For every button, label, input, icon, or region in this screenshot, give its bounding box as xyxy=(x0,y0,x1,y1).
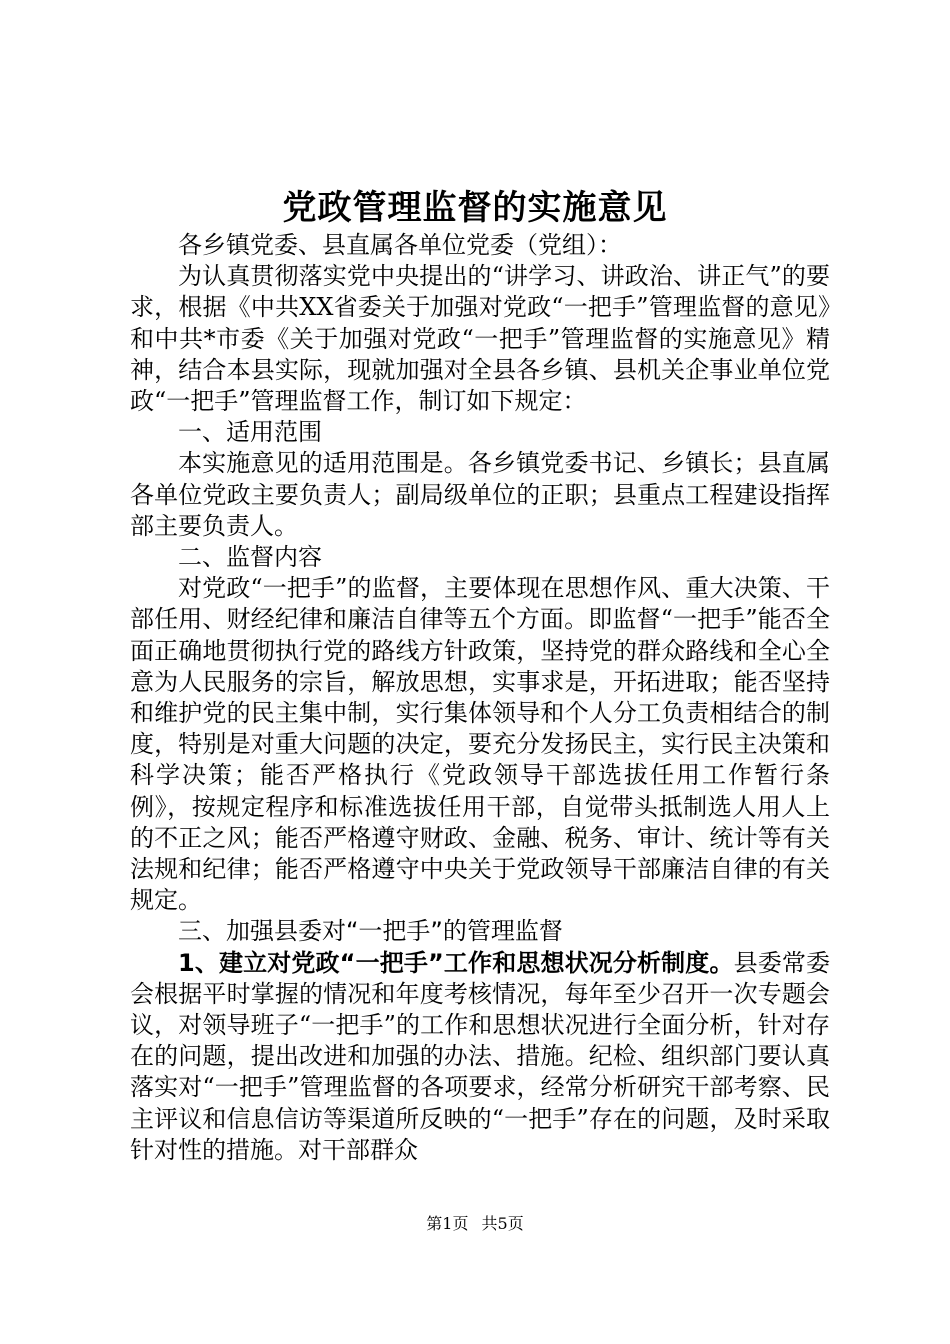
section3-item1-lead: 1、建立对党政“一把手”工作和思想状况分析制度。 xyxy=(178,948,734,977)
section1-heading: 一、适用范围 xyxy=(178,418,322,447)
section1-paragraph: 本实施意见的适用范围是。各乡镇党委书记、乡镇长；县直属各单位党政主要负责人；副局级单位的正职；县重点工程建设指挥部主要负责人。 xyxy=(130,449,830,540)
page-number: 第1页 xyxy=(426,1214,469,1233)
section2-paragraph: 对党政“一把手”的监督，主要体现在思想作风、重大决策、干部任用、财经纪律和廉洁自律等五个方面。即监督“一把手”能否全面正确地贯彻执行党的路线方针政策，坚持党的群众路线和全心全意为人民服务的宗旨，解放思想，实事求是，开拓进取；能否坚持和维护党的民主集中制，实行集体领导和个人分工负责相结合的制度，特别是对重大问题的决定，要充分发扬民主，实行民主决策和科学决策；能否严格执行《党政领导干部选拔任用工作暂行条例》，按规定程序和标准选拔任用干部，自觉带头抵制选人用人上的不正之风；能否严格遵守财政、金融、税务、审计、统计等有关法规和纪律；能否严格遵守中央关于党政领导干部廉洁自律的有关规定。 xyxy=(130,574,830,915)
section3-item1-body: 县委常委会根据平时掌握的情况和年度考核情况，每年至少召开一次专题会议，对领导班子“一把手”的工作和思想状况进行全面分析，针对存在的问题，提出改进和加强的办法、措施。纪检、组织部门要认真落实对“一把手”管理监督的各项要求，经常分析研究干部考察、民主评议和信息信访等渠道所反映的“一把手”存在的问题，及时采取针对性的措施。对干部群众 xyxy=(130,948,830,1164)
section3-item1-paragraph xyxy=(130,948,830,1166)
document-title: 党政管理监督的实施意见 xyxy=(282,188,668,228)
section2-heading: 二、监督内容 xyxy=(178,543,322,572)
page-footer xyxy=(0,1213,950,1235)
page-total: 共5页 xyxy=(481,1214,524,1233)
document-body xyxy=(130,230,830,1166)
salutation: 各乡镇党委、县直属各单位党委（党组）： xyxy=(178,231,622,259)
intro-paragraph: 为认真贯彻落实党中央提出的“讲学习、讲政治、讲正气”的要求，根据《中共XX省委关于加强对党政“一把手”管理监督的意见》和中共*市委《关于加强对党政“一把手”管理监督的实施意见》精神，结合本县实际，现就加强对全县各乡镇、县机关企事业单位党政“一把手”管理监督工作，制订如下规定： xyxy=(130,262,830,416)
section3-heading: 三、加强县委对“一把手”的管理监督 xyxy=(178,917,563,946)
